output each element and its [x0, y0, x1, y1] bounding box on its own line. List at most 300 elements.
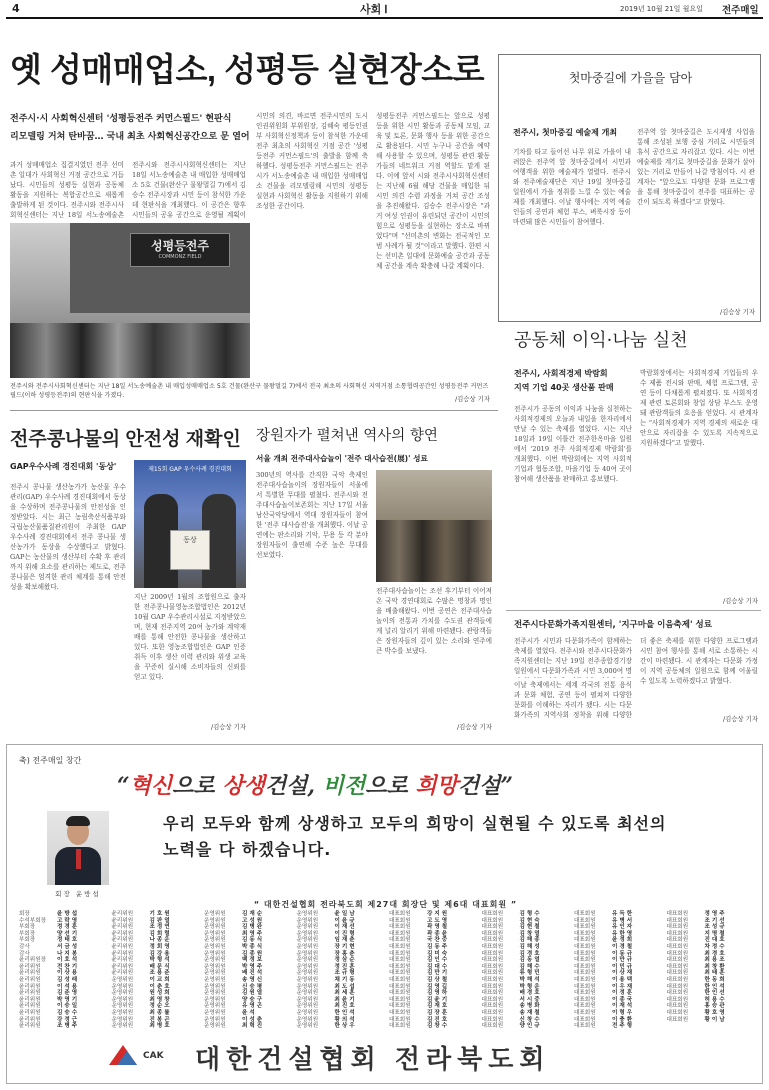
- roster-name: 김창수: [427, 1023, 450, 1030]
- roster-role: 대표회원: [389, 970, 411, 977]
- roster-name: 김창열: [519, 930, 542, 937]
- roster-name: 진봉곤: [149, 1016, 172, 1023]
- roster-name: 윤일남: [334, 911, 357, 917]
- roster-entry: [389, 937, 482, 944]
- roster-name: 한상우: [334, 1023, 357, 1030]
- roster-role: 운영위원: [204, 976, 226, 983]
- roster-role: 대표회원: [481, 976, 504, 983]
- photo-caption: 전주시와 전주시사회혁신센터는 지난 18일 서노송예술촌 내 매입성매매업소 5호 건물(완산구 물왕멀길 7)에서 전국 최초의 사회혁신 지역거점 소통협력공간인 성평등전주 커먼즈필드(이하 성평등전주)의 현판식을 가졌다.: [10, 383, 489, 399]
- roster-name: 임재춘: [334, 937, 357, 944]
- roster-column: [112, 911, 205, 1030]
- slogan-word-coexistence: 상생: [222, 773, 265, 799]
- roster-role: 윤리위원장: [19, 957, 47, 964]
- roster-name: 이종국: [612, 996, 635, 1003]
- roster-name: 윤석: [242, 1009, 257, 1016]
- roster-name: 황이남: [704, 1016, 727, 1023]
- roster-entry: [19, 1003, 112, 1010]
- roster-name: 정순오: [149, 1003, 172, 1010]
- roster-entry: [204, 977, 297, 984]
- roster-entry: [19, 977, 112, 984]
- roster-role: 대표회원: [574, 1023, 596, 1030]
- roster-name: 차정수: [704, 943, 727, 950]
- roster-role: 운영위원: [296, 930, 319, 937]
- roster-entry: [112, 944, 205, 951]
- article-subhead-2: 리모델링 거쳐 탄바꿈… 국내 최초 사회혁신공간으로 문 열어: [10, 132, 250, 142]
- roster-role: 대표회원: [481, 930, 504, 937]
- roster-entry: [574, 1010, 667, 1017]
- roster-role: 대표회원: [481, 1009, 504, 1016]
- roster-name: 배문식: [149, 963, 172, 970]
- roster-name: 윤방섭: [57, 911, 80, 917]
- roster-role: 운영위원: [296, 1023, 319, 1030]
- roster-role: 대표회원: [666, 917, 689, 924]
- roster-name: 정태호: [57, 937, 80, 944]
- sidebar-title-2: 공동체 이익·나눔 실천: [514, 330, 688, 351]
- roster-column: [389, 911, 482, 1030]
- roster-role: 대표회원: [666, 963, 689, 970]
- roster-name: 박종식: [242, 943, 265, 950]
- roster-name: 최병호: [149, 1023, 172, 1030]
- roster-role: 윤리위원: [19, 970, 41, 977]
- roster-entry: [204, 911, 297, 918]
- roster-role: 대표회원: [389, 976, 411, 983]
- roster-name: 박해석: [519, 976, 542, 983]
- roster-role: 대표회원: [481, 970, 504, 977]
- roster-name: 김형수: [519, 911, 542, 917]
- roster-entry: [204, 944, 297, 951]
- roster-name: 최경호: [704, 950, 727, 957]
- roster-name: 장기현: [334, 943, 357, 950]
- article-subhead: 전주시·시 사회혁신센터 '성평등전주 커먼스필드' 현판식: [10, 114, 232, 124]
- roster-role: 운영위원: [296, 963, 319, 970]
- sidebar-subhead: 전주시, 첫마중길 예술제 개최: [513, 128, 618, 137]
- roster-entry: [297, 957, 390, 964]
- roster-entry: [112, 957, 205, 964]
- sidebar-title: 첫마중길에 가을을 담아: [568, 71, 693, 85]
- sidebar-byline-2: /김승상 기자: [722, 597, 758, 605]
- roster-name: 원성희: [149, 990, 172, 997]
- roster-name: 김판열: [149, 917, 172, 924]
- roster-name: 김병완: [242, 924, 265, 931]
- roster-name: 이석용: [57, 983, 80, 990]
- roster-name: 김재순: [242, 911, 265, 917]
- roster-name: 박영주: [242, 963, 265, 970]
- roster-name: 이정훈: [612, 990, 635, 997]
- roster-role: 대표회원: [481, 950, 504, 957]
- roster-role: 대표회원: [666, 1009, 689, 1016]
- roster-role: 운영위원: [296, 970, 319, 977]
- roster-name: 이재선: [334, 924, 357, 931]
- roster-column: [19, 911, 112, 1030]
- roster-entry: [19, 911, 112, 918]
- article-3-col-1: 300년의 역사를 간직한 국악 축제인 전주대사습놀이의 장원자들이 서울에서 특별한 무대를 펼쳤다. 전주시와 전주대사습놀이보존회는 지난 17일 서울 남산국악당에서 역대 장원자들이 참여한 '전주 대사습전'을 개최했다. 이날 공연에는 판소리와 기악, 무용 등 각 분야 장원자들이 출연해 수준 높은 무대를 선보였다.: [256, 471, 368, 559]
- roster-entry: [574, 1023, 667, 1030]
- roster-name: 유병서: [612, 917, 635, 924]
- roster-role: 운영위원: [204, 950, 226, 957]
- roster-role: 윤리위원: [19, 1009, 41, 1016]
- article-2-title: 전주콩나물의 안전성 재확인: [10, 429, 241, 450]
- roster-name: 곽영철: [427, 924, 450, 931]
- roster-entry: [204, 970, 297, 977]
- roster-name: 강정근: [57, 1016, 80, 1023]
- roster-role: 운영위원: [296, 1016, 319, 1023]
- roster-role: 운영위원: [204, 957, 226, 964]
- roster-name: 최도섭: [334, 983, 357, 990]
- roster-role: 운영위원: [204, 1023, 226, 1030]
- roster-name: 최창환: [704, 963, 727, 970]
- roster-name: 이교희: [149, 976, 172, 983]
- roster-role: 운영위원: [296, 957, 319, 964]
- portrait-caption: 회장 윤방섭: [55, 890, 101, 898]
- crowd-row: [10, 323, 250, 378]
- roster-role: 대표회원: [666, 983, 689, 990]
- slogan-part-4: 건설,: [264, 773, 323, 799]
- roster-entry: [112, 1010, 205, 1017]
- roster-name: 최종률: [149, 1009, 172, 1016]
- sign-sub: COMMONZ FIELD: [158, 254, 202, 260]
- roster-name: 김해성: [519, 943, 542, 950]
- roster-name: 기호원: [149, 911, 172, 917]
- sidebar-col-7: 더 좋은 축제를 위한 다양한 프로그램과 시민 참여 행사를 통해 서로 소통하는 시간이 마련됐다. 시 관계자는 다문화 가정이 지역 공동체의 일원으로 함께 어울릴 수 있도록 노력하겠다고 밝혔다.: [640, 637, 758, 685]
- award-plaque: [170, 530, 210, 570]
- roster-name: 최윤기: [334, 996, 357, 1003]
- roster-name: 이만규: [612, 957, 635, 964]
- performance-photo: [376, 470, 492, 582]
- ad-slogan: [117, 769, 757, 800]
- roster-name: 이충환: [612, 1016, 635, 1023]
- roster-entry: [574, 957, 667, 964]
- roster-role: 대표회원: [666, 996, 689, 1003]
- roster-entry: [297, 970, 390, 977]
- issue-date: 2019년 10월 21일 월요일: [620, 5, 703, 13]
- roster-entry: [667, 924, 760, 931]
- roster-role: 운영위원: [111, 1023, 134, 1030]
- roster-role: 대표회원: [574, 957, 596, 964]
- roster-name: 유한영: [612, 930, 635, 937]
- roster-name: 김승수: [57, 1009, 80, 1016]
- association-name: 대한건설협회 전라북도회: [195, 1044, 551, 1074]
- sidebar-col-1: 기차를 타고 들어선 나무 위로 가을이 내려앉은 전주역 앞 첫마중길에서 시민과 여행객을 위한 예술제가 열렸다. 전주시와 전주예술재단은 지난 19일 첫마중길 일원에서 가을 정취를 느낄 수 있는 예술제를 개최했다. 이날 행사에는 지역 예술인들의 공연과 체험 부스, 벼룩시장 등이 마련돼 많은 시민들이 참여했다.: [513, 148, 631, 226]
- roster-role: 운영위원: [296, 976, 319, 983]
- roster-entry: [389, 924, 482, 931]
- roster-name: 나종운: [149, 937, 172, 944]
- ad-footer: [107, 1035, 667, 1081]
- roster-role: 대표회원: [574, 970, 596, 977]
- roster-name: 국찬중: [427, 937, 450, 944]
- roster-entry: [389, 944, 482, 951]
- roster-role: 감사: [19, 950, 30, 957]
- roster-role: 부회장: [19, 937, 36, 944]
- article-col-2: 전주시와 전주시사회혁신센터는 지난 18일 서노송예술촌 내 매입한 성매매업소 5호 건물(완산구 물왕멀길 7)에서 김승수 전주시장과 시민 등이 참석한 가운데 현판식을 개최했다. 이 공간은 향후 시민들의 공유 공간으로 운영될 계획이: [132, 161, 246, 219]
- roster-entry: [204, 924, 297, 931]
- roster-column: [297, 911, 390, 1030]
- roster-entry: [482, 1010, 575, 1017]
- roster-name: 곽종윤: [427, 930, 450, 937]
- roster-role: 운영위원: [296, 1009, 319, 1016]
- article-3-byline: /김승상 기자: [456, 723, 492, 731]
- slogan-word-hope: 희망: [415, 773, 458, 799]
- roster-role: 운영위원: [111, 1009, 134, 1016]
- roster-name: 배경호: [519, 990, 542, 997]
- roster-entry: [389, 977, 482, 984]
- roster-name: 유영곤: [242, 1003, 265, 1010]
- roster-role: 대표회원: [666, 943, 689, 950]
- roster-role: 윤리위원: [111, 930, 134, 937]
- roster-role: 대표회원: [481, 1023, 504, 1030]
- roster-name: 이승일: [57, 1003, 80, 1010]
- roster-entry: [482, 977, 575, 984]
- slogan-quote-close: ”: [500, 773, 514, 799]
- roster-role: 대표회원: [389, 943, 411, 950]
- roster-role: 운영위원: [296, 943, 319, 950]
- roster-entry: [19, 944, 112, 951]
- roster-role: 윤리위원: [111, 950, 134, 957]
- roster-name: 김희렬: [149, 930, 172, 937]
- roster-name: 한인석: [704, 983, 727, 990]
- roster-entry: [297, 924, 390, 931]
- roster-role: 운영위원: [111, 1016, 134, 1023]
- roster-role: 대표회원: [389, 1016, 411, 1023]
- roster-role: 윤리위원: [19, 1003, 41, 1010]
- roster-name: 정회영: [149, 943, 172, 950]
- roster-name: 신승평: [242, 983, 265, 990]
- roster-name: 진대호: [704, 937, 727, 944]
- roster-name: 이우재: [612, 983, 635, 990]
- roster-entry: [574, 970, 667, 977]
- roster-role: 대표회원: [389, 1023, 411, 1030]
- sidebar-col-4: 박람회장에서는 사회적경제 기업들의 우수 제품 전시와 판매, 체험 프로그램, 공연 등이 다채롭게 펼쳐졌다. 또 사회적경제 관련 토론회와 창업 상담 부스도 운영돼 관람객들의 호응을 얻었다. 시 관계자는 "사회적경제가 지역 경제의 새로운 대안으로 자리잡을 수 있도록 지속적으로 지원하겠다"고 말했다.: [640, 369, 758, 447]
- roster-role: 대표회원: [666, 950, 689, 957]
- roster-name: 조병주: [57, 1023, 80, 1030]
- roster-entry: [19, 1010, 112, 1017]
- roster-name: 고성원: [242, 917, 265, 924]
- roster-name: 백정보: [242, 957, 265, 964]
- award-banner: 제15회 GAP 우수사례 경진대회: [148, 466, 232, 473]
- roster-name: 김경호: [519, 950, 542, 957]
- roster-role: 대표회원: [574, 917, 596, 924]
- roster-name: 김성래: [57, 976, 80, 983]
- commons-field-photo: [10, 223, 250, 378]
- roster-entry: [19, 924, 112, 931]
- roster-role: 대표회원: [481, 957, 504, 964]
- roster-name: 김강용: [149, 950, 172, 957]
- roster-role: 대표회원: [389, 937, 411, 944]
- roster-role: 윤리위원: [19, 1023, 41, 1030]
- roster-entry: [297, 1003, 390, 1010]
- roster-entry: [389, 1023, 482, 1030]
- roster-role: 운영위원: [296, 917, 319, 924]
- roster-entry: [482, 1023, 575, 1030]
- roster-role: 운영위원: [111, 976, 134, 983]
- roster-name: 김재호: [427, 1003, 450, 1010]
- roster-role: 대표회원: [666, 957, 689, 964]
- roster-name: 김동식: [242, 937, 265, 944]
- roster-role: 대표회원: [389, 983, 411, 990]
- roster-column: [667, 911, 760, 1023]
- roster-entry: [482, 944, 575, 951]
- roster-name: 김해수: [519, 963, 542, 970]
- article-byline: /김승상 기자: [454, 395, 490, 403]
- award-photo: [134, 460, 246, 588]
- roster-name: 이성춘: [242, 1016, 265, 1023]
- roster-entry: [389, 1003, 482, 1010]
- roster-name: 이윤규: [334, 917, 357, 924]
- roster-role: 대표회원: [481, 963, 504, 970]
- roster-name: 홍승관: [704, 1003, 727, 1010]
- roster-entry: [667, 937, 760, 944]
- roster-role: 윤리위원: [19, 990, 41, 997]
- roster-name: 이재석: [612, 1003, 635, 1010]
- roster-role: 대표회원: [389, 950, 411, 957]
- roster-name: 윤정희: [612, 937, 635, 944]
- roster-column: [482, 911, 575, 1030]
- sidebar-3-rule: [506, 610, 761, 611]
- roster-entry: [297, 977, 390, 984]
- building-sign: [130, 233, 230, 267]
- roster-name: 류형민: [519, 970, 542, 977]
- roster-role: 운영위원: [204, 924, 226, 931]
- roster-entry: [574, 924, 667, 931]
- sidebar-col-3: 전주시가 공동의 이익과 나눔을 실천하는 사회적경제의 오늘과 내일을 한자리에서 만날 수 있는 축제를 열었다. 시는 지난 18일과 19일 이틀간 전주한옥마을 일원에서 '2019 전주 사회적경제 박람회'를 개최했다. 이번 박람회에는 지역 사회적기업과 협동조합, 마을기업 등 40여 곳이 참여해 생산품을 판매하고 홍보했다.: [514, 405, 632, 483]
- roster-entry: [19, 990, 112, 997]
- article-2-col-1: 전주시 콩나물 생산농가가 농산물 우수관리(GAP) 우수사례 경진대회에서 동상을 수상하며 전주콩나물의 안전성을 인정받았다. 시는 최근 농림축산식품부와 국립농산물품질관리원이 주최한 GAP 우수사례 경진대회에서 전주 콩나물 생산농가가 동상을 수상했다고 밝혔다. GAP는 농산물의 생산부터 수확 후 관리까지 위해 요소를 관리하는 제도로, 전주콩나물은 엄격한 관리 체계를 통해 안전성을 확보해왔다.: [10, 483, 126, 591]
- roster-name: 최진호: [334, 1003, 357, 1010]
- roster-role: 운영위원: [204, 930, 226, 937]
- roster-name: 유득한: [612, 911, 635, 917]
- roster-role: 운영위원: [111, 983, 134, 990]
- roster-role: 윤리위원: [19, 963, 41, 970]
- roster-name: 김동열: [519, 957, 542, 964]
- roster-name: 김영길: [427, 983, 450, 990]
- roster-entry: [297, 944, 390, 951]
- roster-role: 대표회원: [666, 1016, 689, 1023]
- roster-entry: [667, 911, 760, 918]
- roster-role: 대표회원: [389, 990, 411, 997]
- roster-name: 최영창: [149, 996, 172, 1003]
- article-3-title: 장원자가 펼쳐낸 역사의 향연: [256, 428, 438, 444]
- sidebar-col-2: 전주역 앞 첫마중길은 도시재생 사업을 통해 조성된 보행 중심 거리로 시민들의 휴식 공간으로 자리잡고 있다. 시는 이번 예술제를 계기로 첫마중길을 문화가 살아있는 거리로 만들어 나갈 방침이다. 시 관계자는 "앞으로도 다양한 문화 프로그램을 통해 첫마중길이 전주를 대표하는 공간이 되도록 하겠다"고 밝혔다.: [637, 128, 755, 206]
- roster-role: 대표회원: [481, 996, 504, 1003]
- roster-entry: [204, 1010, 297, 1017]
- roster-entry: [297, 1010, 390, 1017]
- roster-name: 나지봉: [57, 950, 80, 957]
- roster-role: 윤리위원: [111, 963, 134, 970]
- roster-role: 운영위원: [204, 990, 226, 997]
- article-2-subhead: GAP우수사례 경진대회 '동상': [10, 462, 117, 471]
- portrait-hair: [66, 816, 90, 826]
- roster-name: 최세훈: [334, 990, 357, 997]
- roster-name: 이민규: [612, 963, 635, 970]
- roster-entry: [574, 990, 667, 997]
- roster-role: 대표회원: [666, 930, 689, 937]
- roster-entry: [297, 911, 390, 918]
- roster-name: 조정연: [149, 924, 172, 931]
- roster-entry: [204, 937, 297, 944]
- roster-name: 정경훈: [57, 924, 80, 931]
- roster-role: 대표회원: [666, 937, 689, 944]
- roster-role: 운영위원: [296, 911, 319, 917]
- roster-entry: [297, 937, 390, 944]
- roster-entry: [297, 990, 390, 997]
- roster-name: 박형운: [519, 983, 542, 990]
- slogan-part-8: 건설: [457, 773, 501, 799]
- sidebar-title-3: 전주시다문화가족지원센터, '지구마을 이음축제' 성료: [514, 620, 712, 630]
- roster-name: 김대수: [427, 963, 450, 970]
- roster-entry: [19, 1023, 112, 1030]
- roster-entry: [19, 970, 112, 977]
- roster-entry: [667, 957, 760, 964]
- roster-role: 운영위원: [296, 990, 319, 997]
- roster-role: 대표회원: [666, 990, 689, 997]
- cak-logo-text: CAK: [143, 1051, 164, 1061]
- roster-entry: [482, 957, 575, 964]
- roster-role: 운영위원: [204, 963, 226, 970]
- roster-name: 이경철: [612, 943, 635, 950]
- roster-entry: [112, 1003, 205, 1010]
- roster-name: 이동규: [612, 950, 635, 957]
- roster-role: 대표회원: [389, 911, 411, 917]
- roster-name: 신창수: [519, 1016, 542, 1023]
- roster-name: 김미숙: [427, 950, 450, 957]
- slogan-word-innovation: 혁신: [129, 773, 173, 799]
- roster-role: 윤리위원: [19, 976, 41, 983]
- portrait-tie: [76, 849, 81, 869]
- article-col-4: 성평등전주 커먼스필드는 앞으로 성평등을 위한 시민 활동과 공동체 모임, 교육 및 토론, 문화 행사 등을 위한 공간으로 활용된다. 시민 누구나 공간을 예약해 사용할 수 있으며, 성평등 관련 활동가들의 네트워크 거점 역할도 맡게 된다. 이에 앞서 시와 전주시사회혁신센터는 지난해 6월 해당 건물을 매입한 뒤 시민 의견 수렴 과정을 거쳐 공간 조성을 추진해왔다. 김승수 전주시장은 "과거 여성 인권이 유린되던 공간이 시민의 힘으로 성평등을 실현하는 장소로 바뀌었다"며 "선미촌의 변화는 전국적인 모범 사례가 될 것"이라고 말했다. 한편 시는 선미촌 일대에 문화예술 공간과 공동체 공간을 계속 확충해 나갈 계획이다.: [376, 112, 490, 270]
- roster-entry: [482, 1003, 575, 1010]
- roster-entry: [204, 990, 297, 997]
- roster-name: 허용수: [704, 996, 727, 1003]
- roster-name: 한인석: [334, 1009, 357, 1016]
- roster-entry: [112, 924, 205, 931]
- roster-name: 장홍춘: [334, 950, 357, 957]
- roster-name: 양선기: [57, 930, 80, 937]
- roster-entry: [204, 957, 297, 964]
- section-rule: [10, 410, 498, 411]
- article-2-byline: /김승상 기자: [210, 723, 246, 731]
- roster-role: 대표회원: [389, 917, 411, 924]
- plaque-text: 동상: [183, 536, 197, 544]
- roster-role: 운영위원: [204, 996, 226, 1003]
- roster-entry: [389, 911, 482, 918]
- roster-entry: [667, 1017, 760, 1024]
- roster-role: 윤리위원: [111, 924, 134, 931]
- roster-name: 최용조: [704, 957, 727, 964]
- roster-role: 대표회원: [481, 1003, 504, 1010]
- roster-name: 전주형: [612, 1023, 635, 1030]
- roster-role: 대표회원: [574, 963, 596, 970]
- roster-name: 김만기: [427, 970, 450, 977]
- roster-entry: [19, 937, 112, 944]
- sidebar-col-6: 이날 축제에서는 세계 각국의 전통 음식과 문화 체험, 공연 등이 펼쳐져 다양한 문화를 이해하는 자리가 됐다. 시는 다문화가족의 지역사회 정착을 위해 다양한: [514, 681, 632, 719]
- roster-name: 채기동: [334, 976, 357, 983]
- roster-role: 운영위원: [204, 1016, 226, 1023]
- roster-name: 김상철: [427, 976, 450, 983]
- roster-role: 대표회원: [574, 911, 596, 917]
- roster-name: 김동주: [427, 943, 450, 950]
- roster-entry: [112, 990, 205, 997]
- roster-role: 대표회원: [481, 917, 504, 924]
- roster-name: 최혁진: [242, 1023, 265, 1030]
- article-3-subhead: 서울 개최 전주대사습놀이 '전주 대사습전(展)' 성료: [256, 454, 428, 463]
- roster-role: 윤리위원: [19, 983, 41, 990]
- roster-name: 서금성: [57, 943, 80, 950]
- roster-entry: [574, 937, 667, 944]
- roster-role: 운영위원: [204, 1003, 226, 1010]
- roster-role: 운영위원: [111, 990, 134, 997]
- ad-message: 우리 모두와 함께 상생하고 모두의 희망이 실현될 수 있도록 최선의 노력을 다 하겠습니다.: [163, 814, 667, 859]
- article-col-1: 과거 성매매업소 집결지였던 전주 선미촌 일대가 사회혁신 거점 공간으로 거듭났다. 시민들의 성평등 실현과 공동체 활동을 지원하는 복합공간으로 새롭게 출발하게 된 것이다. 전주시와 전주시사회혁신센터는 지난 18일 서노송예술촌: [10, 161, 124, 219]
- roster-entry: [482, 924, 575, 931]
